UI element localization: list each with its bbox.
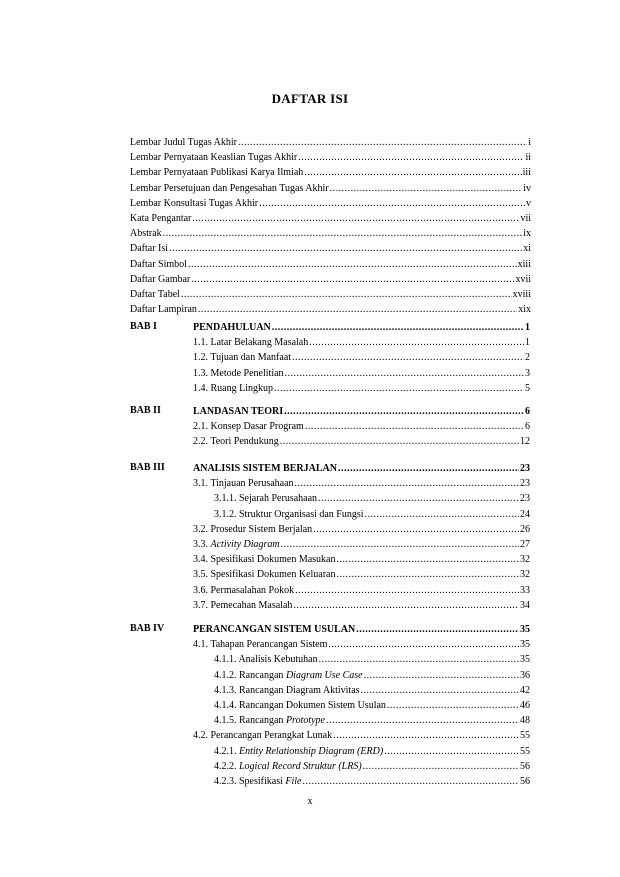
entry-page-number: 46 xyxy=(520,700,530,711)
leader-dots xyxy=(361,684,519,697)
entry-page-number: 23 xyxy=(520,478,530,489)
leader-dots xyxy=(281,538,519,551)
leader-dots xyxy=(333,729,519,742)
entry-page-number: 56 xyxy=(520,761,530,772)
entry-label: 3.6. Permasalahan Pokok xyxy=(193,585,295,596)
entry-page-number: 36 xyxy=(520,670,530,681)
front-matter-entry xyxy=(130,303,531,316)
entry-page-number: 5 xyxy=(525,383,530,394)
entry-label: 4.1.5. Rancangan Prototype xyxy=(214,715,325,726)
leader-dots xyxy=(304,166,521,179)
section-entry xyxy=(193,638,530,651)
entry-page-number: 32 xyxy=(520,569,530,580)
leader-dots xyxy=(318,492,519,505)
leader-dots xyxy=(319,653,519,666)
entry-label: Lembar Judul Tugas Akhir xyxy=(130,137,237,148)
entry-label: 3.1.1. Sejarah Perusahaan xyxy=(214,493,318,504)
leader-dots xyxy=(326,714,519,727)
leader-dots xyxy=(338,462,519,475)
entry-label: Daftar Gambar xyxy=(130,274,191,285)
subsection-entry xyxy=(214,508,530,521)
section-entry xyxy=(193,599,530,612)
entry-label: Lembar Pernyataan Publikasi Karya Ilmiah xyxy=(130,167,304,178)
entry-label: 1.4. Ruang Lingkup xyxy=(193,383,273,394)
entry-label: PENDAHULUAN xyxy=(193,322,271,333)
entry-label: 3.7. Pemecahan Masalah xyxy=(193,600,293,611)
chapter-number: BAB III xyxy=(130,462,165,473)
section-entry xyxy=(193,420,530,433)
front-matter-entry xyxy=(130,151,531,164)
entry-label: Daftar Simbol xyxy=(130,259,187,270)
entry-page-number: 32 xyxy=(520,554,530,565)
entry-label: 1.2. Tujuan dan Manfaat xyxy=(193,352,292,363)
front-matter-entry xyxy=(130,136,531,149)
subsection-entry xyxy=(214,492,530,505)
entry-label: Daftar Tabel xyxy=(130,289,180,300)
entry-label: 3.1. Tinjauan Perusahaan xyxy=(193,478,294,489)
entry-page-number: 1 xyxy=(525,322,530,333)
subsection-entry xyxy=(214,760,530,773)
subsection-entry xyxy=(214,714,530,727)
front-matter-entry xyxy=(130,166,531,179)
entry-label: Kata Pengantar xyxy=(130,213,192,224)
page-number: x xyxy=(307,796,313,807)
leader-dots xyxy=(188,258,517,271)
section-entry xyxy=(193,435,530,448)
entry-page-number: 6 xyxy=(525,406,530,417)
front-matter-entry xyxy=(130,212,531,225)
entry-label: 4.1.3. Rancangan Diagram Aktivitas xyxy=(214,685,360,696)
leader-dots xyxy=(337,553,520,566)
leader-dots xyxy=(313,523,519,536)
entry-page-number: 27 xyxy=(520,539,530,550)
section-entry xyxy=(193,336,530,349)
front-matter-entry xyxy=(130,273,531,286)
entry-label: Daftar Lampiran xyxy=(130,304,197,315)
entry-page-number: ix xyxy=(523,228,531,239)
leader-dots xyxy=(169,242,522,255)
entry-page-number: 23 xyxy=(520,463,530,474)
entry-label: 2.1. Konsep Dasar Program xyxy=(193,421,304,432)
entry-label: 2.2. Teori Pendukung xyxy=(193,436,279,447)
entry-page-number: iii xyxy=(522,167,531,178)
entry-label: PERANCANGAN SISTEM USULAN xyxy=(193,624,356,635)
entry-page-number: 56 xyxy=(520,776,530,787)
leader-dots xyxy=(285,367,524,380)
leader-dots xyxy=(191,273,514,286)
front-matter-entry xyxy=(130,197,531,210)
section-entry xyxy=(193,584,530,597)
entry-page-number: 24 xyxy=(520,509,530,520)
entry-label: 1.1. Latar Belakang Masalah xyxy=(193,337,309,348)
leader-dots xyxy=(163,227,523,240)
leader-dots xyxy=(198,303,517,316)
chapter-title-entry xyxy=(193,405,530,418)
entry-page-number: xvii xyxy=(515,274,531,285)
entry-label: 4.2.3. Spesifikasi File xyxy=(214,776,302,787)
entry-label: ANALISIS SISTEM BERJALAN xyxy=(193,463,337,474)
entry-page-number: iv xyxy=(523,183,531,194)
leader-dots xyxy=(293,599,519,612)
chapter-number: BAB I xyxy=(130,321,157,332)
entry-page-number: 2 xyxy=(525,352,530,363)
front-matter-entry xyxy=(130,242,531,255)
entry-label: Lembar Pernyataan Keaslian Tugas Akhir xyxy=(130,152,298,163)
front-matter-entry xyxy=(130,258,531,271)
entry-page-number: xviii xyxy=(512,289,531,300)
entry-label: Daftar Isi xyxy=(130,243,169,254)
entry-label: LANDASAN TEORI xyxy=(193,406,284,417)
entry-label: 4.2.1. Entity Relationship Diagram (ERD) xyxy=(214,746,384,757)
entry-page-number: 33 xyxy=(520,585,530,596)
front-matter-entry xyxy=(130,182,531,195)
entry-page-number: 23 xyxy=(520,493,530,504)
subsection-entry xyxy=(214,684,530,697)
entry-label: Lembar Persetujuan dan Pengesahan Tugas Akhir xyxy=(130,183,329,194)
leader-dots xyxy=(330,182,523,195)
entry-label: 3.1.2. Struktur Organisasi dan Fungsi xyxy=(214,509,364,520)
entry-page-number: 48 xyxy=(520,715,530,726)
section-entry xyxy=(193,367,530,380)
leader-dots xyxy=(272,321,524,334)
entry-label: 3.5. Spesifikasi Dokumen Keluaran xyxy=(193,569,336,580)
entry-page-number: 3 xyxy=(525,368,530,379)
entry-label: 3.2. Prosedur Sistem Berjalan xyxy=(193,524,313,535)
entry-page-number: xi xyxy=(523,243,531,254)
leader-dots xyxy=(238,136,527,149)
leader-dots xyxy=(328,638,519,651)
section-entry xyxy=(193,477,530,490)
entry-page-number: ii xyxy=(525,152,531,163)
entry-page-number: v xyxy=(526,198,531,209)
section-entry xyxy=(193,729,530,742)
subsection-entry xyxy=(214,669,530,682)
section-entry xyxy=(193,568,530,581)
entry-page-number: 34 xyxy=(520,600,530,611)
section-entry xyxy=(193,538,530,551)
leader-dots xyxy=(274,382,524,395)
entry-page-number: 35 xyxy=(520,624,530,635)
leader-dots xyxy=(336,568,519,581)
section-entry xyxy=(193,523,530,536)
entry-page-number: xix xyxy=(518,304,531,315)
chapter-title-entry xyxy=(193,623,530,636)
leader-dots xyxy=(309,336,524,349)
entry-label: 4.1.4. Rancangan Dokumen Sistem Usulan xyxy=(214,700,386,711)
subsection-entry xyxy=(214,699,530,712)
leader-dots xyxy=(295,584,519,597)
chapter-title-entry xyxy=(193,321,530,334)
leader-dots xyxy=(284,405,524,418)
entry-label: 1.3. Metode Penelitian xyxy=(193,368,284,379)
leader-dots xyxy=(384,745,519,758)
section-entry xyxy=(193,351,530,364)
entry-label: 3.4. Spesifikasi Dokumen Masukan xyxy=(193,554,336,565)
leader-dots xyxy=(295,477,519,490)
front-matter-entry xyxy=(130,227,531,240)
page-title: DAFTAR ISI xyxy=(271,91,349,106)
subsection-entry xyxy=(214,775,530,788)
entry-label: 3.3. Activity Diagram xyxy=(193,539,280,550)
leader-dots xyxy=(363,760,519,773)
leader-dots xyxy=(292,351,524,364)
leader-dots xyxy=(259,197,525,210)
entry-page-number: 42 xyxy=(520,685,530,696)
front-matter-entry xyxy=(130,288,531,301)
entry-page-number: 26 xyxy=(520,524,530,535)
subsection-entry xyxy=(214,745,530,758)
leader-dots xyxy=(387,699,519,712)
section-entry xyxy=(193,553,530,566)
entry-label: 4.2.2. Logical Record Struktur (LRS) xyxy=(214,761,362,772)
entry-page-number: vii xyxy=(520,213,531,224)
entry-page-number: 35 xyxy=(520,639,530,650)
leader-dots xyxy=(298,151,524,164)
leader-dots xyxy=(280,435,519,448)
leader-dots xyxy=(365,508,519,521)
entry-page-number: 12 xyxy=(520,436,530,447)
entry-page-number: 55 xyxy=(520,746,530,757)
entry-page-number: 55 xyxy=(520,730,530,741)
entry-label: 4.1. Tahapan Perancangan Sistem xyxy=(193,639,328,650)
entry-label: 4.2. Perancangan Perangkat Lunak xyxy=(193,730,333,741)
leader-dots xyxy=(356,623,519,636)
entry-page-number: 35 xyxy=(520,654,530,665)
entry-page-number: i xyxy=(528,137,531,148)
chapter-number: BAB II xyxy=(130,405,161,416)
subsection-entry xyxy=(214,653,530,666)
leader-dots xyxy=(192,212,519,225)
entry-label: Abstrak xyxy=(130,228,162,239)
leader-dots xyxy=(303,775,520,788)
leader-dots xyxy=(181,288,512,301)
chapter-number: BAB IV xyxy=(130,623,165,634)
leader-dots xyxy=(305,420,524,433)
entry-page-number: 6 xyxy=(525,421,530,432)
section-entry xyxy=(193,382,530,395)
entry-label: 4.1.1. Analisis Kebutuhan xyxy=(214,654,318,665)
entry-page-number: xiii xyxy=(517,259,531,270)
chapter-title-entry xyxy=(193,462,530,475)
leader-dots xyxy=(364,669,519,682)
entry-page-number: 1 xyxy=(525,337,530,348)
entry-label: Lembar Konsultasi Tugas Akhir xyxy=(130,198,259,209)
entry-label: 4.1.2. Rancangan Diagram Use Case xyxy=(214,670,363,681)
